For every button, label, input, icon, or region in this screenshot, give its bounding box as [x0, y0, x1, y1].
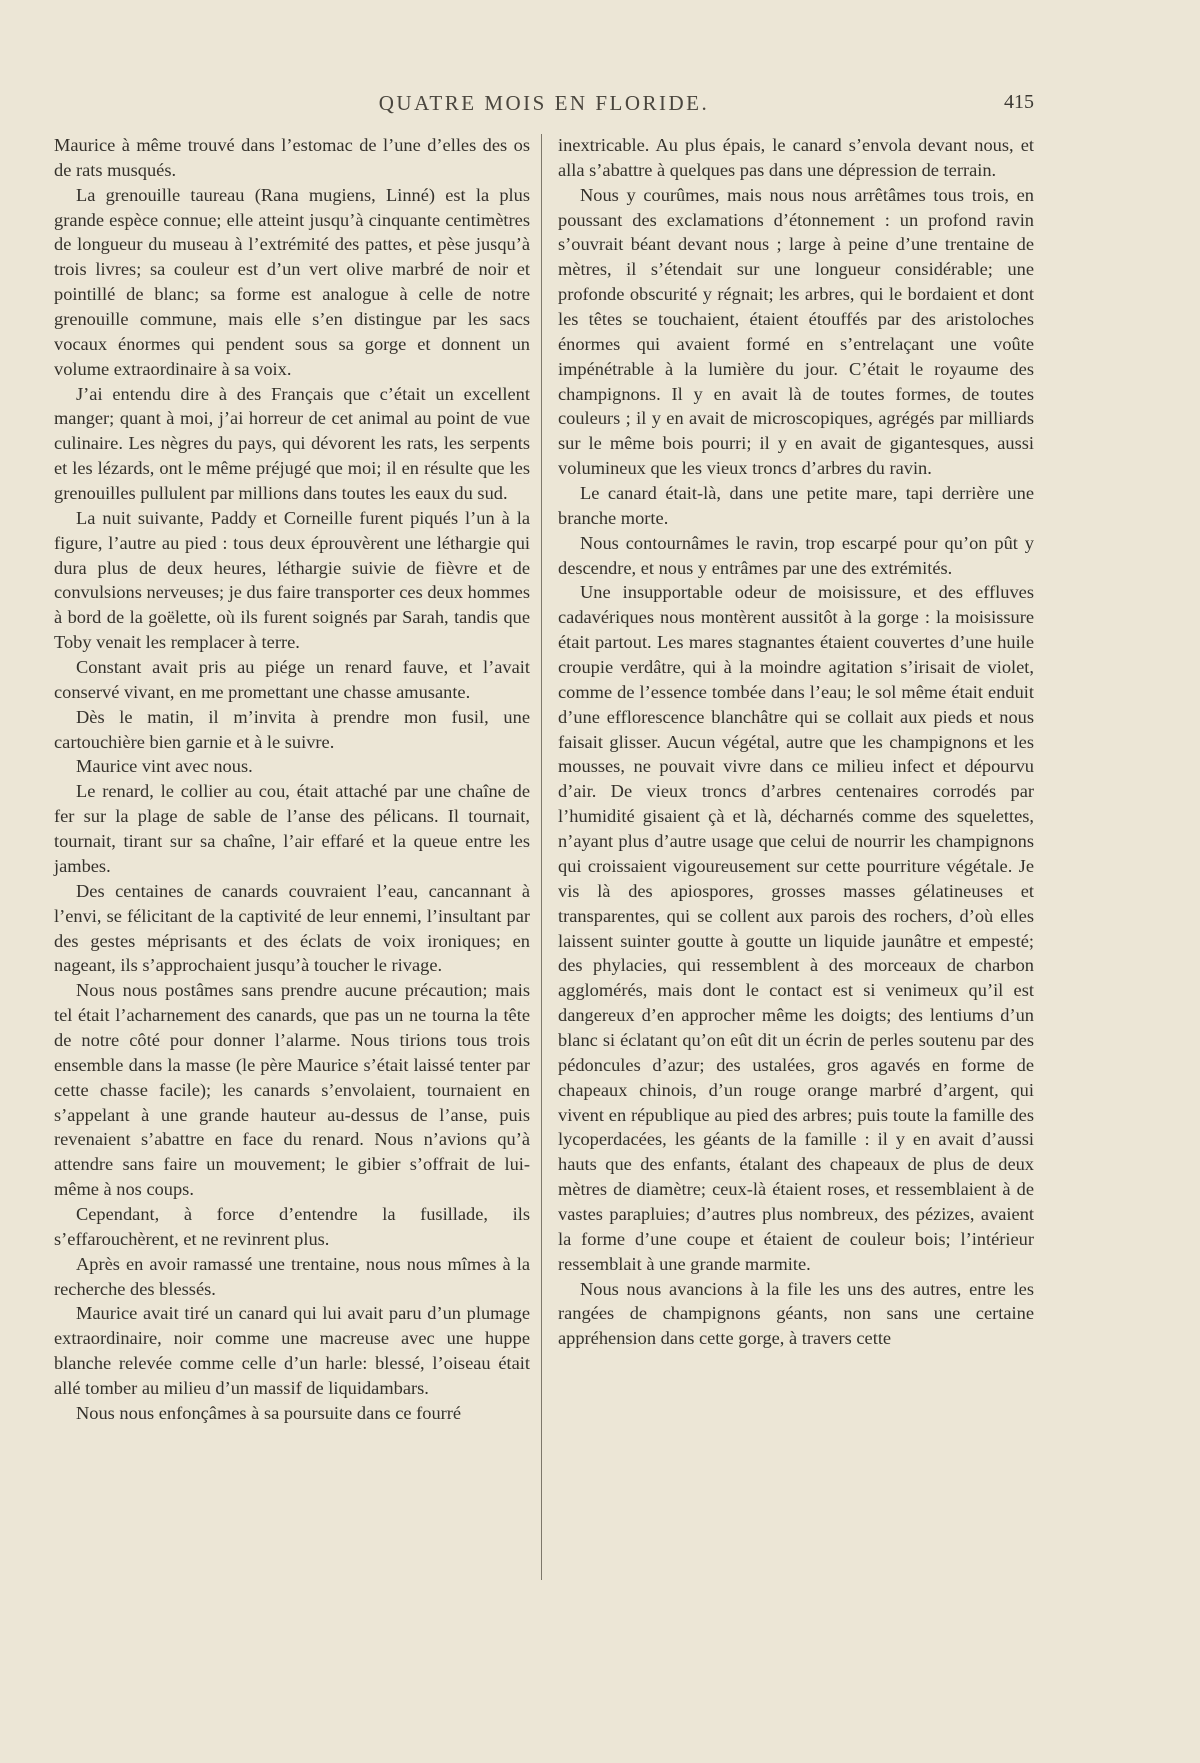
- left-text-column: [54, 133, 530, 1426]
- paragraph: Maurice vint avec nous.: [76, 756, 253, 777]
- paragraph: La grenouille taureau (Rana mugiens, Linné) est la plus grande espèce connue; elle atteint jusqu’à cinquante centimètres de longueur du museau à l’extrémité des pattes, et pèse jusqu’à trois livres; sa couleur est d’un vert olive marbré de noir et pointillé de blanc; sa forme est analogue à celle de notre grenouille commune, mais elle s’en distingue par les sacs vocaux énormes qui pendent sous sa gorge et donnent un volume extraordinaire à sa voix.: [54, 184, 530, 379]
- paragraph: J’ai entendu dire à des Français que c’était un excellent manger; quant à moi, j’ai horreur de cet animal au point de vue culinaire. Les nègres du pays, qui dévorent les rats, les serpents et les lézards, ont le même préjugé que moi; il en résulte que les grenouilles pullulent par millions dans toutes les eaux du sud.: [54, 383, 530, 504]
- paragraph: Nous nous avancions à la file les uns des autres, entre les rangées de champignons géants, non sans une certaine appréhension dans cette gorge, à travers cette: [558, 1278, 1034, 1349]
- paragraph: Cependant, à force d’entendre la fusillade, ils s’effarouchèrent, et ne revinrent plus.: [54, 1203, 530, 1249]
- running-header: [54, 91, 1034, 121]
- paragraph: Nous nous enfonçâmes à sa poursuite dans ce fourré: [76, 1402, 462, 1423]
- page-number: 415: [1004, 91, 1034, 113]
- page-title: QUATRE MOIS EN FLORIDE.: [378, 91, 710, 115]
- paragraph: La nuit suivante, Paddy et Corneille furent piqués l’un à la figure, l’autre au pied : tous deux éprouvèrent une léthargie qui dura plus de deux heures, léthargie suivie de fièvre et de convulsions nerveuses; je dus faire transporter ces deux hommes à bord de la goëlette, où ils furent soignés par Sarah, tandis que Toby venait les remplacer à terre.: [54, 507, 530, 653]
- paragraph: Maurice avait tiré un canard qui lui avait paru d’un plumage extraordinaire, noir comme une macreuse avec une huppe blanche relevée comme celle d’un harle: blessé, l’oiseau était allé tomber au milieu d’un massif de liquidambars.: [54, 1303, 530, 1398]
- paragraph: Des centaines de canards couvraient l’eau, cancannant à l’envi, se félicitant de la captivité de leur ennemi, l’insultant par des gestes méprisants et des éclats de voix ironiques; en nageant, ils s’approchaient jusqu’à toucher le rivage.: [54, 880, 530, 976]
- paragraph: inextricable. Au plus épais, le canard s’envola devant nous, et alla s’abattre à quelques pas dans une dépression de terrain.: [558, 135, 1034, 180]
- paragraph: Nous y courûmes, mais nous nous arrêtâmes tous trois, en poussant des exclamations d’étonnement : un profond ravin s’ouvrait béant devant nous ; large à peine d’une trentaine de mètres, il s’étendait sur une longueur considérable; une profonde obscurité y régnait; les arbres, qui le bordaient et dont les têtes se touchaient, étaient étouffés par des aristoloches énormes qui avaient formé en s’entrelaçant une voûte impénétrable à la lumière du jour. C’était le royaume des champignons. Il y en avait là de toutes formes, de toutes couleurs ; il y en avait de microscopiques, agrégés par milliards sur le même bois pourri; il y en avait de gigantesques, aussi volumineux que les vieux troncs d’arbres du ravin.: [558, 184, 1034, 479]
- paragraph: Nous nous postâmes sans prendre aucune précaution; mais tel était l’acharnement des canards, que pas un ne tourna la tête de notre côté pour donner l’alarme. Nous tirions tous trois ensemble dans la masse (le père Maurice s’était laissé tenter par cette chasse facile); les canards s’envolaient, tournaient en s’appelant à une grande hauteur au-dessus de l’anse, puis revenaient s’abattre en face du renard. Nous n’avions qu’à attendre sans faire un mouvement; le gibier s’offrait de lui-même à nos coups.: [54, 980, 530, 1200]
- paragraph: Le canard était-là, dans une petite mare, tapi derrière une branche morte.: [558, 483, 1034, 528]
- paragraph: Dès le matin, il m’invita à prendre mon fusil, une cartouchière bien garnie et à le suivre.: [54, 706, 530, 752]
- paragraph: Après en avoir ramassé une trentaine, nous nous mîmes à la recherche des blessés.: [54, 1253, 530, 1299]
- paragraph: Maurice à même trouvé dans l’estomac de l’une d’elles des os de rats musqués.: [54, 135, 530, 180]
- paragraph: Une insupportable odeur de moisissure, et des effluves cadavériques nous montèrent aussitôt à la gorge : la moisissure était partout. Les mares stagnantes étaient couvertes d’une huile croupie verdâtre, qui à la moindre agitation s’irisait de violet, comme de l’essence tombée dans l’eau; le sol même était enduit d’une efflorescence blanchâtre qui se collait aux pieds et nous faisait glisser. Aucun végétal, autre que les champignons et les mousses, ne pouvait vivre dans ce milieu infect et dépourvu d’air. De vieux troncs d’arbres centenaires corrodés par l’humidité gisaient çà et là, décharnés comme des squelettes, n’ayant plus d’autre usage que celui de nourrir les champignons qui croissaient vigoureusement sur cette pourriture végétale. Je vis là des apiospores, grosses masses gélatineuses et transparentes, qui se collent aux parois des rochers, d’où elles laissent suinter goutte à goutte un liquide jaunâtre et empesté; des phylacies, qui ressemblent à des morceaux de charbon agglomérés, mais dont le contact est si venimeux qu’il est dangereux d’en approcher même les doigts; des lentiums d’un blanc si éclatant qu’on eût dit un écrin de perles soutenu par des pédoncules d’azur; des ustalées, gros agavés en forme de chapeaux chinois, d’un rouge orange marbré d’argent, qui vivent en république au pied des arbres; puis toute la famille des lycoperdacées, les géants de la famille : il y en avait d’aussi hauts que des enfants, étalant des chapeaux de plus de deux mètres de diamètre; ceux-là étaient roses, et ressemblaient à de vastes parapluies; d’autres plus nombreux, des pézizes, avaient la forme d’une coupe et étaient de couleur bois; l’intérieur ressemblait à une grande marmite.: [558, 582, 1034, 1274]
- bleed-through-mark: [1000, 1625, 1012, 1664]
- paragraph: Le renard, le collier au cou, était attaché par une chaîne de fer sur la plage de sable de l’anse des pélicans. Il tournait, tournait, tirant sur sa chaîne, l’air effaré et la queue entre les jambes.: [54, 781, 530, 876]
- column-divider: [541, 134, 542, 1580]
- right-text-column: [558, 133, 1034, 1351]
- paragraph: Nous contournâmes le ravin, trop escarpé pour qu’on pût y descendre, et nous y entrâmes par une des extrémités.: [558, 532, 1034, 578]
- paragraph: Constant avait pris au piége un renard fauve, et l’avait conservé vivant, en me promettant une chasse amusante.: [54, 657, 530, 702]
